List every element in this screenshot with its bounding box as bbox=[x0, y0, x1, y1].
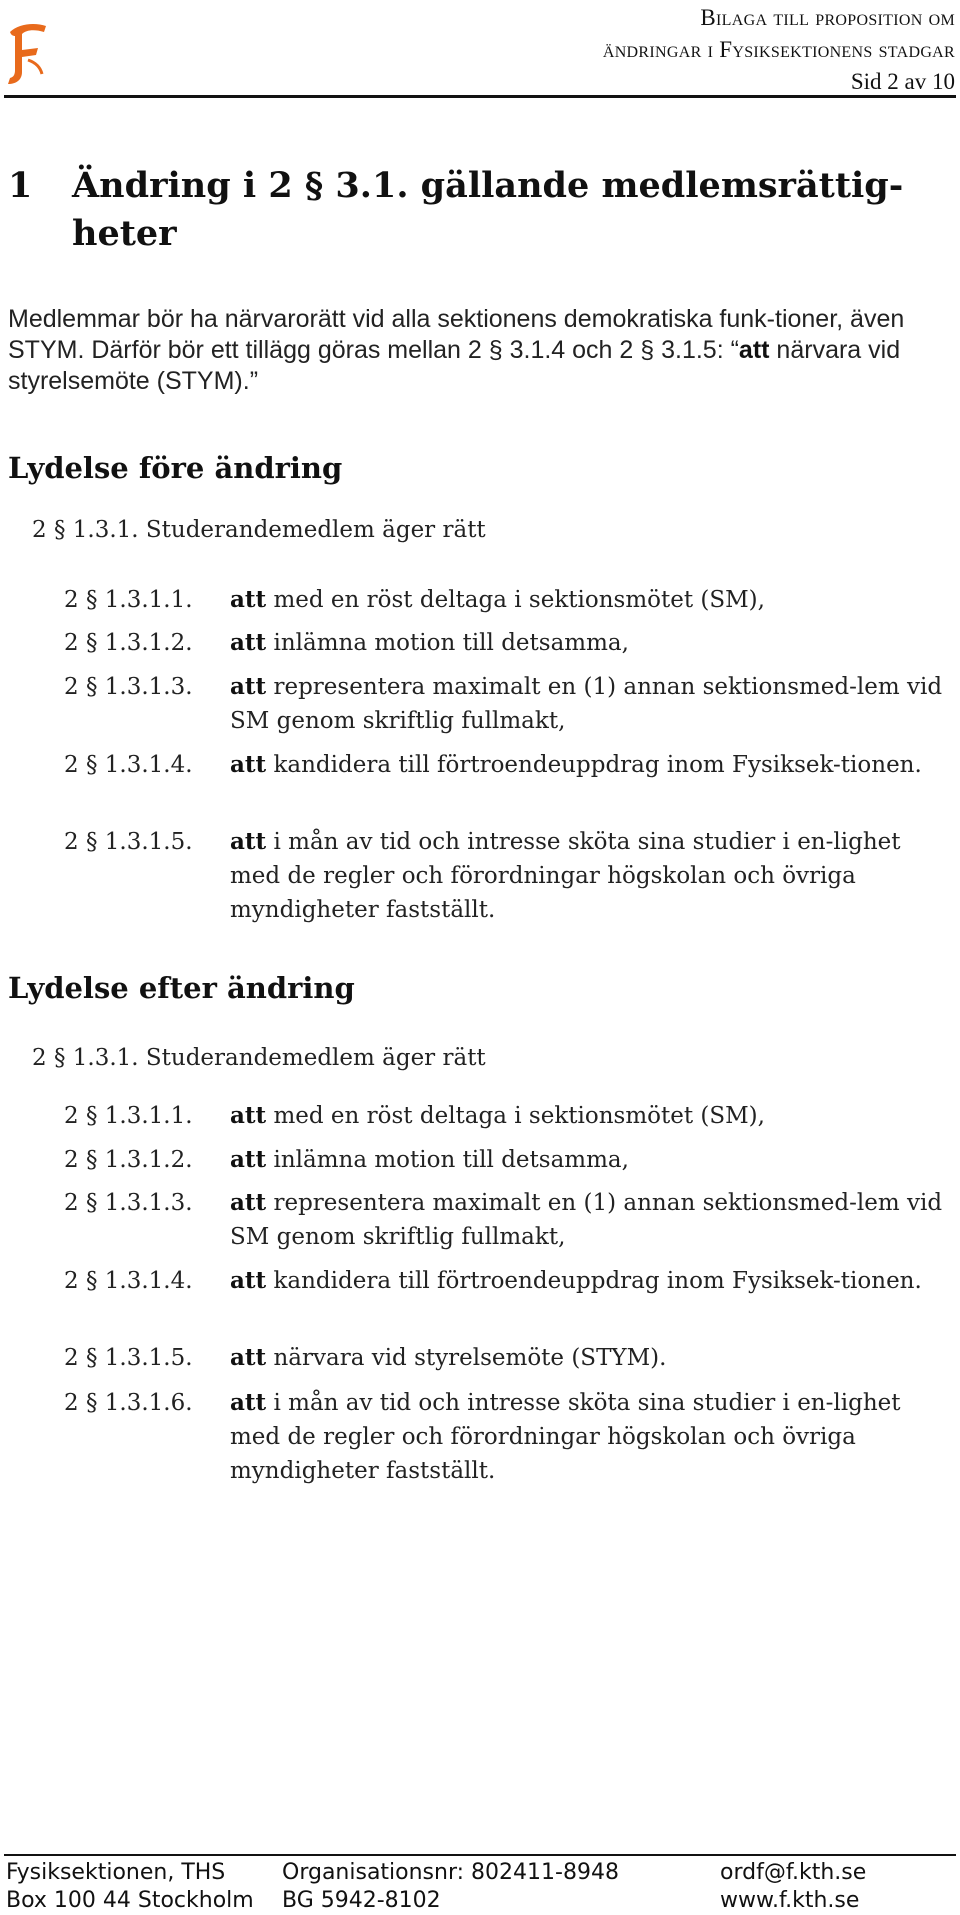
item-ref: 2 § 1.3.1.2. bbox=[64, 1147, 193, 1173]
after-item-3 bbox=[64, 1186, 954, 1254]
item-text: kandidera till förtroendeuppdrag inom Fysiksek-tionen. bbox=[266, 752, 922, 778]
intro-text-a: Medlemmar bör ha närvarorätt vid alla sektionens demokratiska funk-tioner, även STYM. Därför bör ett tillägg göras mellan 2 § 3.1.4 och 2 § 3.1.5: “ bbox=[8, 305, 905, 364]
intro-text-b: närvara vid styrelsemöte (STYM).” bbox=[8, 336, 901, 395]
before-item-5 bbox=[64, 825, 954, 927]
item-ref: 2 § 1.3.1.4. bbox=[64, 752, 193, 778]
footer-rule bbox=[4, 1854, 956, 1856]
item-ref: 2 § 1.3.1.1. bbox=[64, 587, 193, 613]
att-word: att bbox=[230, 751, 267, 778]
heading-before: Lydelse före ändring bbox=[8, 451, 343, 485]
before-item-1 bbox=[64, 583, 954, 617]
intro-bold: att bbox=[738, 336, 770, 364]
att-word: att bbox=[230, 1189, 267, 1216]
item-text: med en röst deltaga i sektionsmötet (SM), bbox=[266, 1103, 765, 1129]
footer-org: Fysiksektionen, THS bbox=[6, 1860, 226, 1885]
item-text: närvara vid styrelsemöte (STYM). bbox=[266, 1345, 667, 1371]
footer-bankgiro: BG 5942-8102 bbox=[282, 1888, 441, 1913]
item-text: inlämna motion till detsamma, bbox=[266, 1147, 629, 1173]
item-ref: 2 § 1.3.1.2. bbox=[64, 630, 193, 656]
rule-heading-before: 2 § 1.3.1. Studerandemedlem äger rätt bbox=[32, 517, 486, 543]
item-ref: 2 § 1.3.1.6. bbox=[64, 1390, 193, 1416]
att-word: att bbox=[230, 1267, 267, 1294]
item-ref: 2 § 1.3.1.5. bbox=[64, 1345, 193, 1371]
after-item-2 bbox=[64, 1143, 954, 1177]
after-item-4 bbox=[64, 1264, 954, 1298]
item-ref: 2 § 1.3.1.1. bbox=[64, 1103, 193, 1129]
before-item-3 bbox=[64, 670, 954, 738]
heading-after: Lydelse efter ändring bbox=[8, 971, 355, 1005]
header-line-2: ändringar i Fysiksektionens stadgar bbox=[602, 37, 955, 62]
item-ref: 2 § 1.3.1.3. bbox=[64, 1190, 193, 1216]
item-text: representera maximalt en (1) annan sektionsmed-lem vid SM genom skriftlig fullmakt, bbox=[230, 1190, 943, 1250]
section-number: 1 bbox=[8, 165, 33, 206]
footer-email: ordf@f.kth.se bbox=[720, 1860, 867, 1885]
item-text: inlämna motion till detsamma, bbox=[266, 630, 629, 656]
att-word: att bbox=[230, 586, 267, 613]
item-ref: 2 § 1.3.1.5. bbox=[64, 829, 193, 855]
att-word: att bbox=[230, 828, 267, 855]
att-word: att bbox=[230, 1344, 267, 1371]
item-ref: 2 § 1.3.1.4. bbox=[64, 1268, 193, 1294]
section-title-text: Ändring i 2 § 3.1. gällande medlemsrättig-heter bbox=[72, 165, 904, 254]
before-item-2 bbox=[64, 626, 954, 660]
footer-website: www.f.kth.se bbox=[720, 1888, 860, 1913]
att-word: att bbox=[230, 1146, 267, 1173]
after-item-5 bbox=[64, 1341, 954, 1375]
fysiksektionen-logo bbox=[4, 20, 50, 88]
page-number: Sid 2 av 10 bbox=[850, 69, 955, 94]
after-item-6 bbox=[64, 1386, 954, 1488]
rule-heading-after: 2 § 1.3.1. Studerandemedlem äger rätt bbox=[32, 1045, 486, 1071]
intro-paragraph bbox=[8, 304, 956, 397]
after-item-1 bbox=[64, 1099, 954, 1133]
att-word: att bbox=[230, 629, 267, 656]
item-ref: 2 § 1.3.1.3. bbox=[64, 674, 193, 700]
header-line-1: Bilaga till proposition om bbox=[700, 5, 955, 30]
att-word: att bbox=[230, 1102, 267, 1129]
att-word: att bbox=[230, 1389, 267, 1416]
footer-address: Box 100 44 Stockholm bbox=[6, 1888, 254, 1913]
header-rule bbox=[4, 95, 956, 98]
item-text: i mån av tid och intresse sköta sina studier i en-lighet med de regler och förordningar högskolan och övriga myndigheter fastställt. bbox=[230, 1390, 901, 1484]
item-text: i mån av tid och intresse sköta sina studier i en-lighet med de regler och förordningar högskolan och övriga myndigheter fastställt. bbox=[230, 829, 901, 923]
item-text: med en röst deltaga i sektionsmötet (SM), bbox=[266, 587, 765, 613]
document-header bbox=[603, 2, 955, 98]
footer-orgnr: Organisationsnr: 802411-8948 bbox=[282, 1860, 619, 1885]
before-item-4 bbox=[64, 748, 954, 782]
att-word: att bbox=[230, 673, 267, 700]
item-text: representera maximalt en (1) annan sektionsmed-lem vid SM genom skriftlig fullmakt, bbox=[230, 674, 943, 734]
item-text: kandidera till förtroendeuppdrag inom Fysiksek-tionen. bbox=[266, 1268, 922, 1294]
